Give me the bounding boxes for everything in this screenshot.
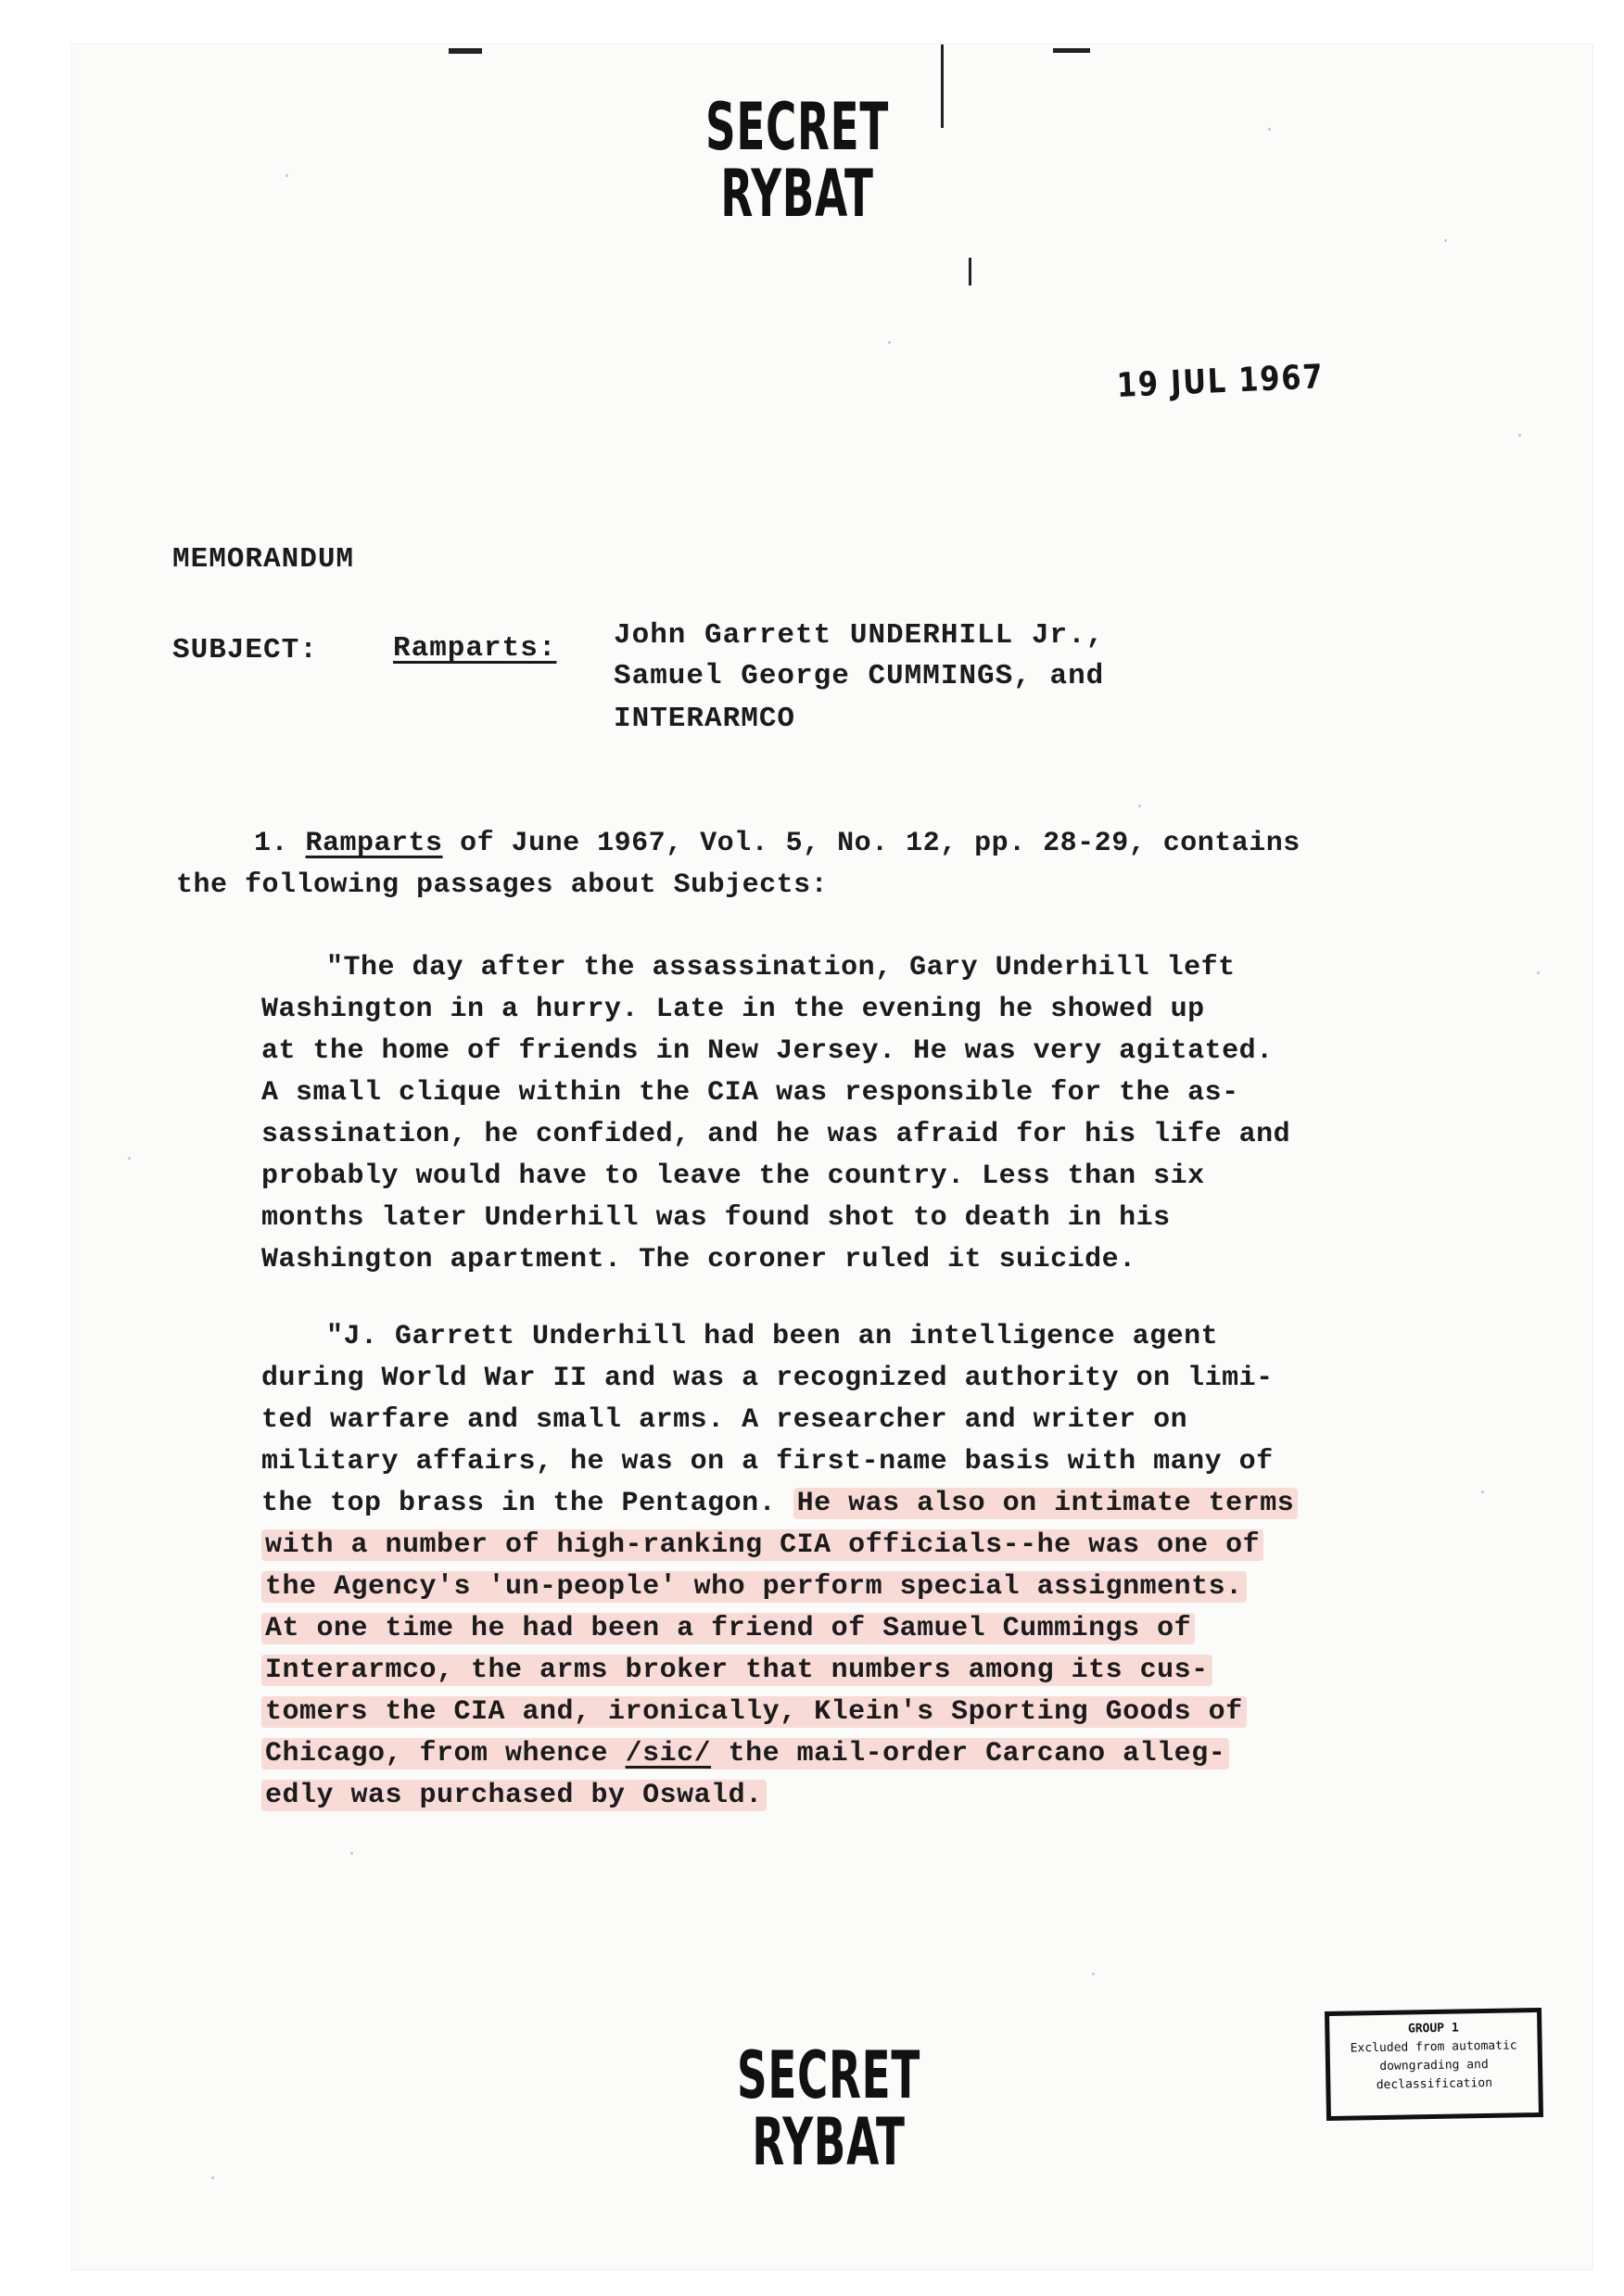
paragraph-number: 1. xyxy=(254,828,289,859)
date-stamp: 19 JUL 1967 xyxy=(1116,358,1326,405)
scan-speck xyxy=(1092,1973,1095,1975)
quote-2-line: "J. Garrett Underhill had been an intelligence agent xyxy=(326,1321,1219,1352)
scan-speck xyxy=(1518,434,1521,437)
scan-artifact xyxy=(1053,48,1090,53)
quote-2 xyxy=(261,1316,1298,1817)
publication-name: Ramparts xyxy=(305,828,443,859)
quote-2-line xyxy=(261,1608,1298,1650)
scan-artifact xyxy=(969,258,971,285)
stamp-line: GROUP 1 xyxy=(1407,2021,1459,2036)
quote-2-line: military affairs, he was on a first-name basis with many of xyxy=(261,1446,1274,1478)
highlighted-text: edly was purchased by Oswald. xyxy=(261,1780,767,1811)
quote-1-line: sassination, he confided, and he was afraid for his life and xyxy=(261,1119,1291,1150)
quote-2-line: ted warfare and small arms. A researcher and writer on xyxy=(261,1404,1188,1436)
quote-1-line: probably would have to leave the country. Less than six xyxy=(261,1161,1205,1192)
sic-marker: /sic/ xyxy=(625,1738,712,1770)
quote-2-line xyxy=(261,1775,1298,1817)
quote-2-text: the mail-order Carcano alleg- xyxy=(728,1738,1226,1770)
highlighted-text: He was also on intimate terms xyxy=(793,1488,1299,1519)
stamp-rybat-text: RYBAT xyxy=(720,156,874,232)
scan-speck xyxy=(888,341,891,344)
stamp-secret-text: SECRET xyxy=(736,2037,921,2113)
footer-secret-stamp xyxy=(722,2037,935,2180)
paragraph-1-text: of June 1967, Vol. 5, No. 12, pp. 28-29, contains xyxy=(460,828,1300,859)
quote-2-line xyxy=(261,1483,1298,1525)
quote-1-line: at the home of friends in New Jersey. He was very agitated. xyxy=(261,1035,1274,1067)
quote-2-text: the top brass in the Pentagon. xyxy=(261,1488,777,1519)
subject-line-3: INTERARMCO xyxy=(614,703,796,735)
quote-1 xyxy=(261,947,1290,1281)
subject-line-1: John Garrett UNDERHILL Jr., xyxy=(614,619,1105,652)
header-secret-stamp xyxy=(691,89,904,232)
quote-2-line xyxy=(261,1692,1298,1733)
scan-speck xyxy=(1138,805,1141,807)
paragraph-1 xyxy=(176,823,1300,907)
scan-speck xyxy=(1481,1490,1484,1493)
quote-2-text: Chicago, from whence xyxy=(265,1738,609,1770)
stamp-line: downgrading and xyxy=(1379,2057,1489,2074)
scan-speck xyxy=(1268,128,1271,131)
stamp-secret-text: SECRET xyxy=(704,89,890,165)
scan-speck xyxy=(350,1852,353,1855)
quote-2-line xyxy=(261,1567,1298,1608)
quote-1-line: months later Underhill was found shot to death in his xyxy=(261,1202,1171,1234)
highlighted-text: At one time he had been a friend of Samuel Cummings of xyxy=(261,1613,1195,1644)
paragraph-1-line-1 xyxy=(176,823,1300,865)
stamp-line: Excluded from automatic xyxy=(1350,2038,1517,2056)
group-declassification-stamp xyxy=(1325,2008,1543,2121)
paragraph-1-line-2: the following passages about Subjects: xyxy=(176,869,829,901)
highlighted-text: Interarmco, the arms broker that numbers among its cus- xyxy=(261,1655,1212,1686)
subject-line-2: Samuel George CUMMINGS, and xyxy=(614,660,1105,692)
quote-2-line: during World War II and was a recognized authority on limi- xyxy=(261,1363,1274,1394)
quote-1-line: "The day after the assassination, Gary Underhill left xyxy=(326,952,1236,983)
memo-heading: MEMORANDUM xyxy=(172,543,355,576)
subject-publication: Ramparts: xyxy=(393,632,557,665)
stamp-line: declassification xyxy=(1376,2075,1493,2093)
quote-1-line: A small clique within the CIA was responsible for the as- xyxy=(261,1077,1239,1109)
highlighted-text: with a number of high-ranking CIA officials--he was one of xyxy=(261,1529,1263,1561)
highlighted-text: tomers the CIA and, ironically, Klein's Sporting Goods of xyxy=(261,1696,1247,1728)
scan-speck xyxy=(211,2176,214,2179)
scan-artifact xyxy=(449,48,482,54)
scan-artifact xyxy=(941,44,944,128)
quote-1-line: Washington apartment. The coroner ruled it suicide. xyxy=(261,1244,1136,1275)
quote-2-line xyxy=(261,1525,1298,1567)
scan-speck xyxy=(1444,239,1447,242)
scan-speck xyxy=(128,1157,131,1160)
highlighted-text xyxy=(261,1738,1229,1770)
quote-2-line xyxy=(261,1650,1298,1692)
scan-speck xyxy=(1537,971,1540,974)
stamp-rybat-text: RYBAT xyxy=(752,2104,906,2180)
highlighted-text: the Agency's 'un-people' who perform special assignments. xyxy=(261,1571,1247,1603)
scan-speck xyxy=(285,174,288,177)
quote-1-line: Washington in a hurry. Late in the evening he showed up xyxy=(261,994,1205,1025)
subject-label: SUBJECT: xyxy=(172,634,318,666)
quote-2-line xyxy=(261,1733,1298,1775)
